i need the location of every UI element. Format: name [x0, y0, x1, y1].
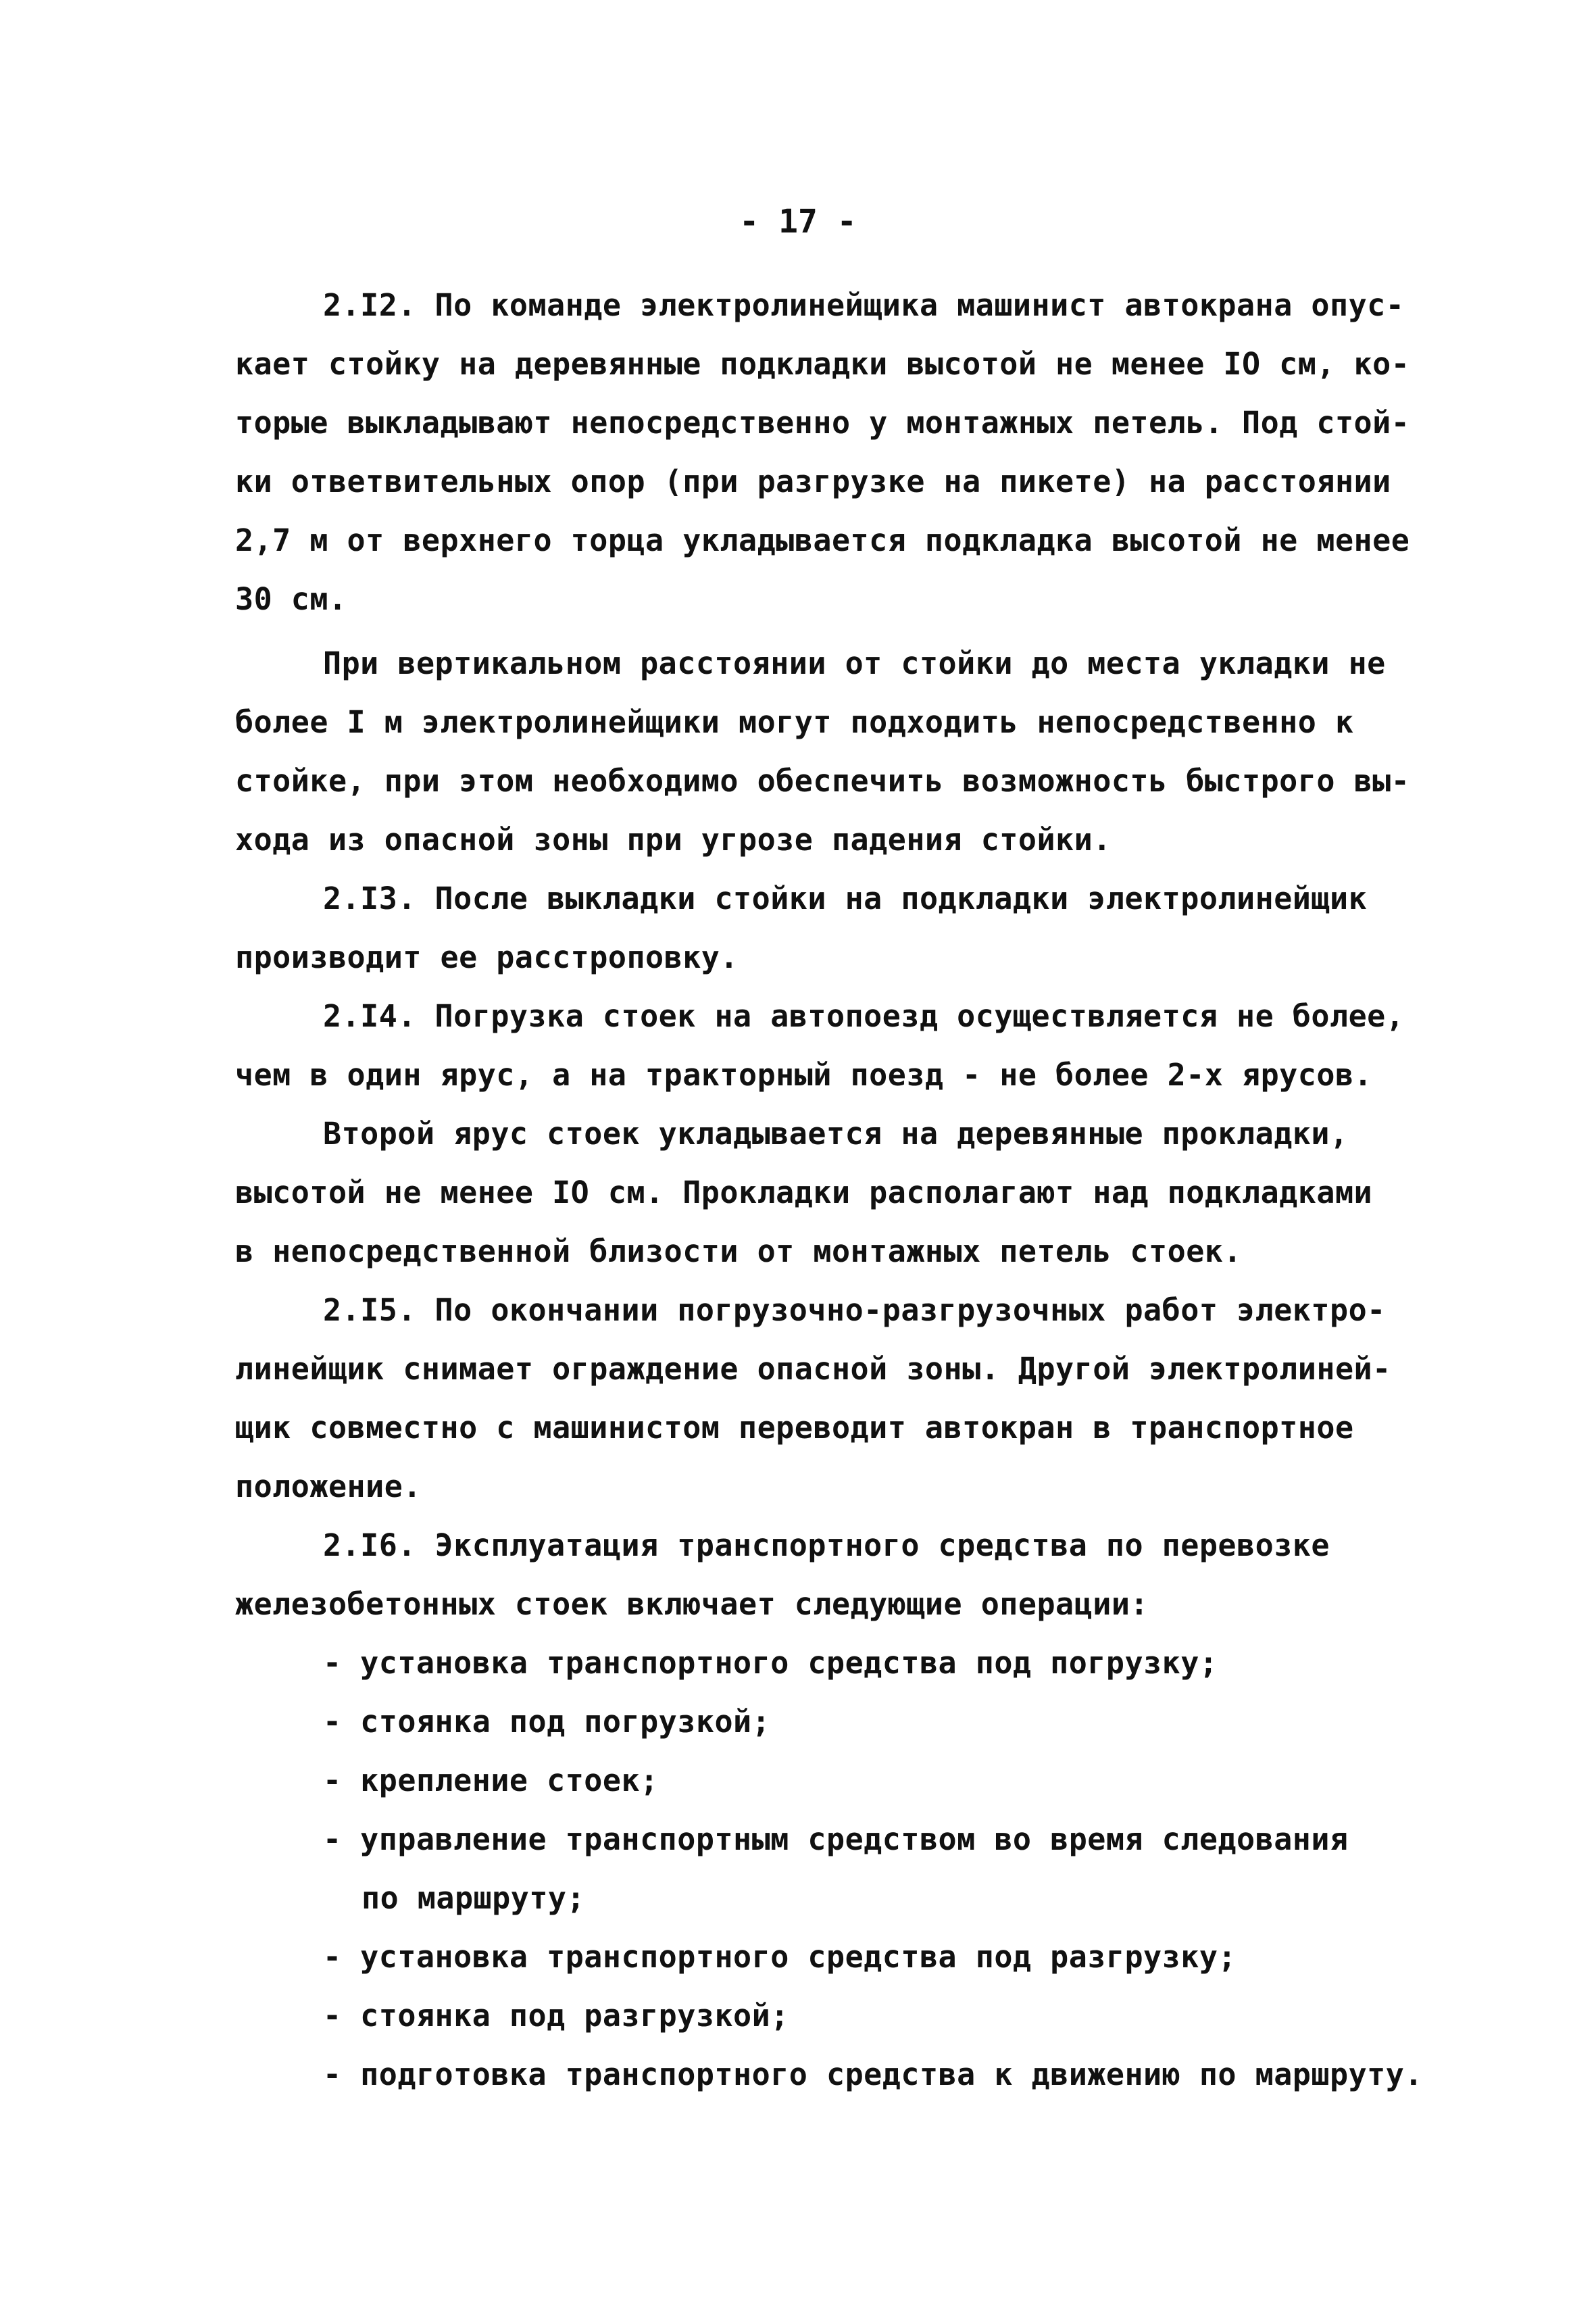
list-item: - установка транспортного средства под разгрузку;: [323, 1939, 1237, 1975]
text-line: 2,7 м от верхнего торца укладывается подкладка высотой не менее: [235, 522, 1410, 558]
text-line: торые выкладывают непосредственно у монтажных петель. Под стой-: [235, 405, 1410, 441]
list-item-continuation: по маршруту;: [361, 1880, 586, 1916]
list-item: - стоянка под разгрузкой;: [323, 1998, 789, 2034]
text-line: 2.I2. По команде электролинейщика машинист автокрана опус-: [323, 287, 1405, 323]
list-item: - подготовка транспортного средства к движению по маршруту.: [323, 2057, 1423, 2092]
text-line: линейщик снимает ограждение опасной зоны. Другой электролиней-: [235, 1351, 1391, 1387]
text-line: 30 см.: [235, 581, 347, 617]
text-line: кает стойку на деревянные подкладки высотой не менее IO см, ко-: [235, 346, 1410, 382]
text-line: хода из опасной зоны при угрозе падения стойки.: [235, 822, 1112, 858]
text-line: железобетонных стоек включает следующие операции:: [235, 1586, 1149, 1622]
text-line: высотой не менее IO см. Прокладки располагают над подкладками: [235, 1175, 1373, 1210]
text-line: положение.: [235, 1469, 422, 1504]
text-line: ки ответвительных опор (при разгрузке на пикете) на расстоянии: [235, 464, 1391, 499]
text-line: 2.I3. После выкладки стойки на подкладки электролинейщик: [323, 881, 1368, 916]
text-line: производит ее расстроповку.: [235, 939, 739, 975]
list-item: - стоянка под погрузкой;: [323, 1704, 771, 1740]
text-line: более I м электролинейщики могут подходить непосредственно к: [235, 704, 1354, 740]
page-number: - 17 -: [739, 203, 857, 241]
text-line: Второй ярус стоек укладывается на деревянные прокладки,: [323, 1116, 1349, 1152]
text-line: стойке, при этом необходимо обеспечить возможность быстрого вы-: [235, 763, 1410, 799]
text-line: 2.I6. Эксплуатация транспортного средства по перевозке: [323, 1527, 1330, 1563]
text-line: 2.I5. По окончании погрузочно-разгрузочных работ электро-: [323, 1292, 1386, 1328]
text-line: При вертикальном расстоянии от стойки до места укладки не: [323, 645, 1386, 681]
list-item: - управление транспортным средством во время следования: [323, 1821, 1349, 1857]
list-item: - установка транспортного средства под погрузку;: [323, 1645, 1218, 1681]
list-item: - крепление стоек;: [323, 1763, 659, 1798]
text-line: щик совместно с машинистом переводит автокран в транспортное: [235, 1410, 1354, 1446]
text-line: чем в один ярус, а на тракторный поезд - не более 2-х ярусов.: [235, 1057, 1373, 1093]
text-line: в непосредственной близости от монтажных петель стоек.: [235, 1233, 1242, 1269]
text-line: 2.I4. Погрузка стоек на автопоезд осуществляется не более,: [323, 998, 1405, 1034]
